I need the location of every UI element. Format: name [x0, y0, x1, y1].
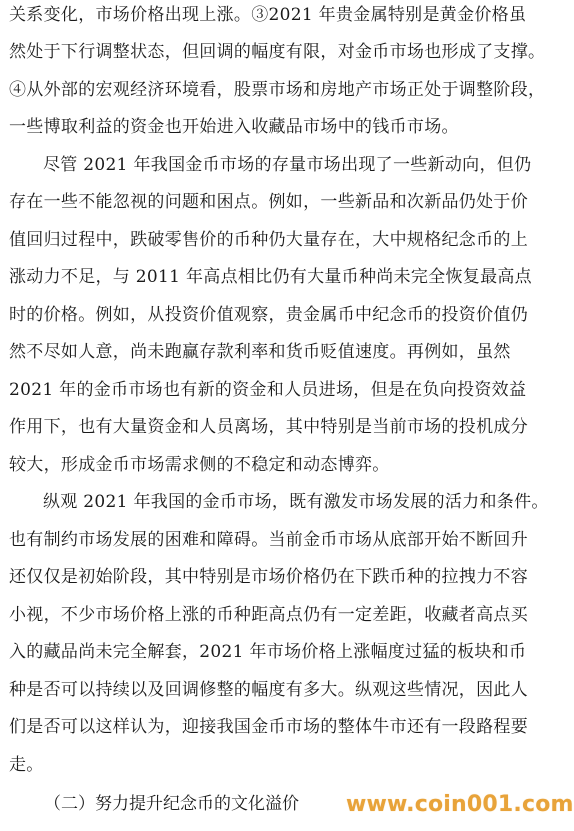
paragraph-line: 值回归过程中，跌破零售价的币种仍大量存在，大中规格纪念币的上	[9, 230, 528, 250]
paragraph-line: 然处于下行调整状态，但回调的幅度有限，对金币市场也形成了支撑。	[9, 42, 546, 62]
site-watermark: www.coin001.com	[346, 792, 574, 817]
paragraph-line: 涨动力不足，与 2011 年高点相比仍有大量币种尚未完全恢复最高点	[9, 267, 532, 287]
paragraph-line: 较大，形成金币市场需求侧的不稳定和动态博弈。	[9, 455, 390, 475]
paragraph-line: 然不尽如人意，尚未跑赢存款利率和货币贬值速度。再例如，虽然	[9, 342, 511, 362]
paragraph-line: 关系变化，市场价格出现上涨。③2021 年贵金属特别是黄金价格虽	[9, 5, 527, 25]
paragraph-line: 小视，不少市场价格上涨的币种距高点仍有一定差距，收藏者高点买	[9, 605, 528, 625]
paragraph-line: 存在一些不能忽视的问题和困点。例如，一些新品和次新品仍处于价	[9, 192, 528, 212]
paragraph-line: 作用下，也有大量资金和人员离场，其中特别是当前市场的投机成分	[9, 417, 528, 437]
paragraph-line: 种是否可以持续以及回调修整的幅度有多大。纵观这些情况，因此人	[9, 680, 528, 700]
paragraph-line: 一些博取利益的资金也开始进入收藏品市场中的钱币市场。	[9, 117, 459, 137]
paragraph-line: 2021 年的金币市场也有新的资金和人员进场，但是在负向投资效益	[9, 380, 527, 400]
paragraph-line: 时的价格。例如，从投资价值观察，贵金属币中纪念币的投资价值仍	[9, 305, 528, 325]
paragraph-line: 也有制约市场发展的困难和障碍。当前金币市场从底部开始不断回升	[9, 530, 528, 550]
paragraph-line: 们是否可以这样认为，迎接我国金币市场的整体牛市还有一段路程要	[9, 717, 528, 737]
paragraph-line: ④从外部的宏观经济环境看，股票市场和房地产市场正处于调整阶段，	[9, 80, 546, 100]
section-heading: （二）努力提升纪念币的文化溢价	[44, 794, 299, 814]
paragraph-line: 尽管 2021 年我国金币市场的存量市场出现了一些新动向，但仍	[43, 155, 532, 175]
paragraph-line: 还仅仅是初始阶段，其中特别是市场价格仍在下跌币种的拉拽力不容	[9, 567, 528, 587]
paragraph-line: 纵观 2021 年我国的金币市场，既有激发市场发展的活力和条件。	[43, 492, 549, 512]
paragraph-line: 走。	[9, 755, 44, 775]
paragraph-line: 入的藏品尚未完全解套，2021 年市场价格上涨幅度过猛的板块和币	[9, 642, 527, 662]
